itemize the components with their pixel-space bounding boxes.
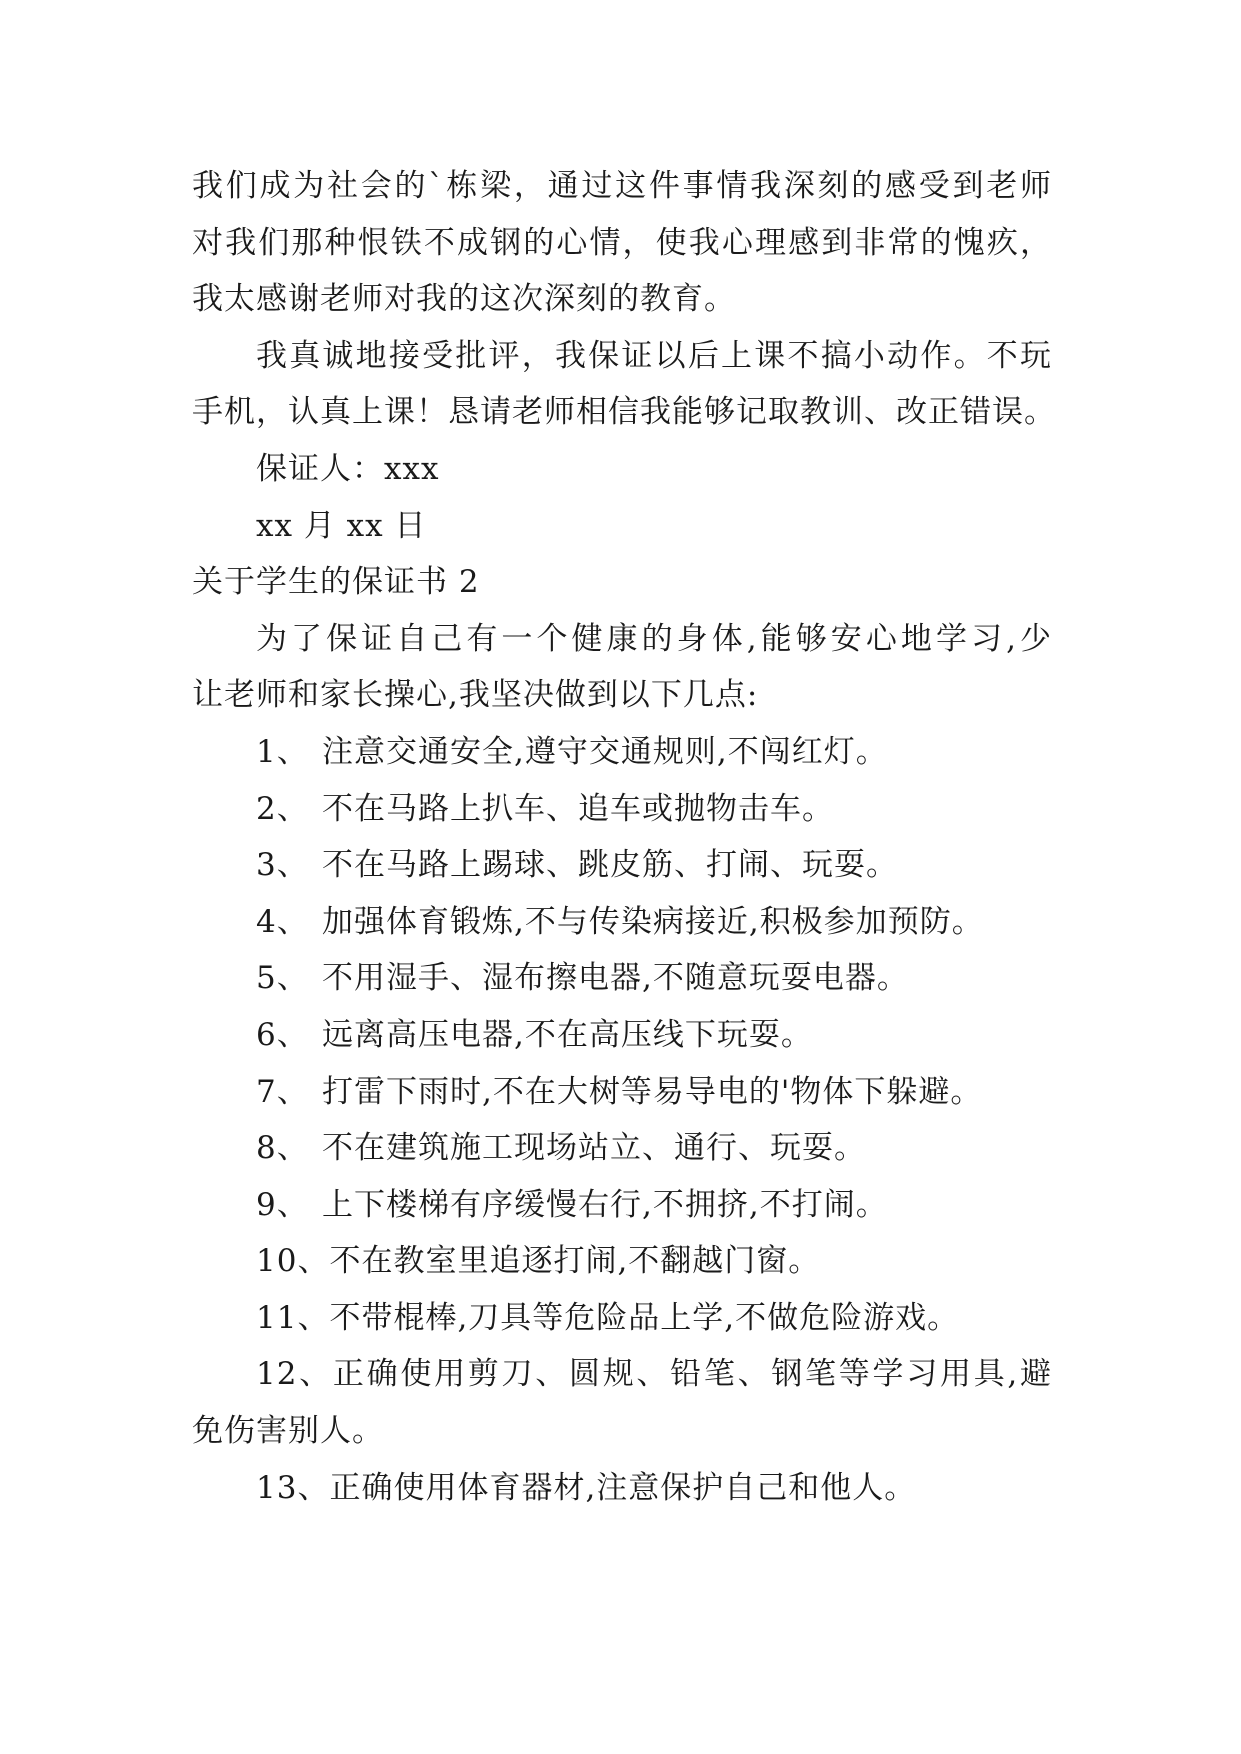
list-item xyxy=(192,1290,1052,1347)
item-number: 13、 xyxy=(256,1469,330,1506)
list-item xyxy=(192,1120,1052,1177)
item-text: 不带棍棒,刀具等危险品上学,不做危险游戏。 xyxy=(329,1299,960,1336)
item-text: 不在建筑施工现场站立、通行、玩耍。 xyxy=(322,1130,866,1167)
list-item xyxy=(192,724,1052,781)
paragraph-line: 我们成为社会的`栋梁，通过这件事情我深刻的感受到老师 xyxy=(192,168,1052,204)
item-number: 11、 xyxy=(256,1299,330,1336)
list-item-continuation xyxy=(192,1403,1052,1460)
item-number: 7、 xyxy=(256,1073,309,1110)
guarantor-line: 保证人：xxx xyxy=(256,450,440,487)
item-text: 打雷下雨时,不在大树等易导电的'物体下躲避。 xyxy=(322,1073,983,1110)
item-number: 4、 xyxy=(256,903,309,940)
item-number: 3、 xyxy=(256,847,309,884)
item-text: 不在马路上踢球、跳皮筋、打闹、玩耍。 xyxy=(322,847,898,884)
item-text: 注意交通安全,遵守交通规则,不闯红灯。 xyxy=(322,733,888,770)
item-number: 8、 xyxy=(256,1130,309,1167)
item-number: 6、 xyxy=(256,1016,309,1053)
list-item xyxy=(192,1007,1052,1064)
list-item xyxy=(192,1460,1052,1517)
paragraph-line: 手机，认真上课！恳请老师相信我能够记取教训、改正错误。 xyxy=(192,394,1056,431)
item-number: 5、 xyxy=(256,960,309,997)
item-text: 不在马路上扒车、追车或抛物击车。 xyxy=(322,790,834,827)
item-number: 12、 xyxy=(256,1356,333,1393)
item-text: 远离高压电器,不在高压线下玩耍。 xyxy=(322,1016,813,1053)
item-number: 9、 xyxy=(256,1186,309,1223)
list-item xyxy=(192,1064,1052,1121)
item-text: 不在教室里追逐打闹,不翻越门窗。 xyxy=(329,1243,821,1280)
list-item xyxy=(192,894,1052,951)
paragraph-line: 我太感谢老师对我的这次深刻的教育。 xyxy=(192,281,736,318)
list-item xyxy=(192,837,1052,894)
item-number: 10、 xyxy=(256,1243,330,1280)
document-page xyxy=(192,158,1056,1516)
list-item xyxy=(192,1233,1052,1290)
item-number: 2、 xyxy=(256,790,309,827)
item-text: 上下楼梯有序缓慢右行,不拥挤,不打闹。 xyxy=(322,1186,888,1223)
intro-line: 为了保证自己有一个健康的身体,能够安心地学习,少 xyxy=(256,620,1052,657)
item-text: 正确使用体育器材,注意保护自己和他人。 xyxy=(329,1469,917,1506)
date-line: xx 月 xx 日 xyxy=(256,507,427,544)
item-text: 不用湿手、湿布擦电器,不随意玩耍电器。 xyxy=(322,960,909,997)
list-item xyxy=(192,950,1052,1007)
section-title: 关于学生的保证书 2 xyxy=(192,564,480,601)
item-number: 1、 xyxy=(256,733,309,770)
list-item xyxy=(192,1177,1052,1234)
item-text: 加强体育锻炼,不与传染病接近,积极参加预防。 xyxy=(322,903,984,940)
item-text: 正确使用剪刀、圆规、铅笔、钢笔等学习用具,避 xyxy=(332,1356,1052,1393)
intro-line: 让老师和家长操心,我坚决做到以下几点: xyxy=(192,677,759,714)
item-text: 免伤害别人。 xyxy=(192,1413,384,1450)
list-item xyxy=(192,781,1052,838)
list-item xyxy=(192,1346,1052,1403)
paragraph-line: 对我们那种恨铁不成钢的心情，使我心理感到非常的愧疚， xyxy=(192,224,1052,261)
paragraph-line: 我真诚地接受批评，我保证以后上课不搞小动作。不玩 xyxy=(256,337,1052,374)
